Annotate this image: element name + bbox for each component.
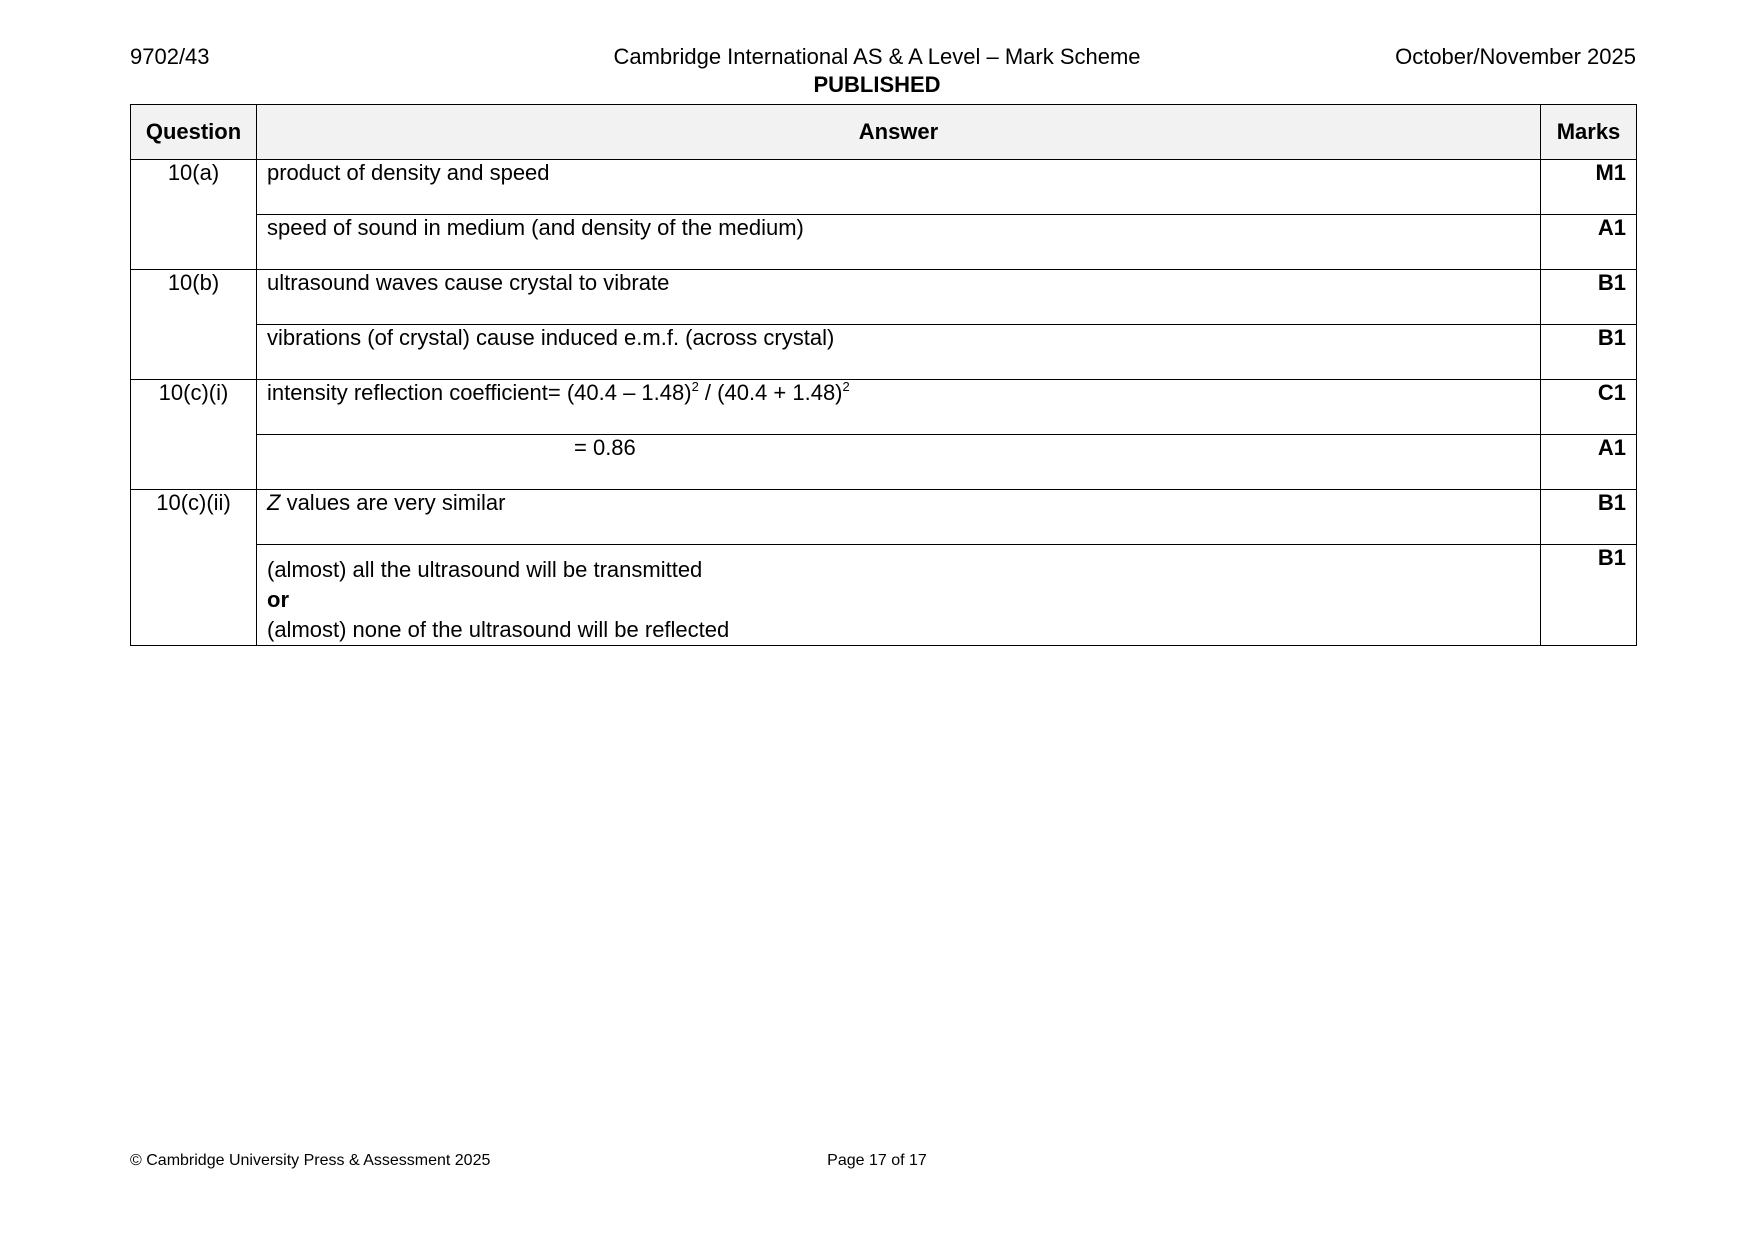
table-row xyxy=(131,435,1637,490)
table-row xyxy=(131,325,1637,380)
question-number: 10(c)(i) xyxy=(131,380,257,490)
equation-text: / (40.4 + 1.48) xyxy=(698,380,843,405)
answer-cell xyxy=(257,490,1541,545)
published-label: PUBLISHED xyxy=(813,72,941,97)
answer-cell xyxy=(257,380,1541,435)
exam-session: October/November 2025 xyxy=(1395,44,1636,69)
mark-cell: A1 xyxy=(1541,215,1637,270)
document-title: Cambridge International AS & A Level – Mark Scheme xyxy=(613,44,1141,69)
table-row xyxy=(131,270,1637,325)
table-row xyxy=(131,490,1637,545)
answer-cell: vibrations (of crystal) cause induced e.m.f. (across crystal) xyxy=(257,325,1541,380)
answer-cell: ultrasound waves cause crystal to vibrate xyxy=(257,270,1541,325)
answer-cell xyxy=(257,435,1541,490)
column-header-question: Question xyxy=(131,105,257,160)
copyright-notice: © Cambridge University Press & Assessment 2025 xyxy=(130,1152,491,1169)
mark-cell: B1 xyxy=(1541,325,1637,380)
answer-text: values are very similar xyxy=(280,490,506,515)
superscript-exponent: 2 xyxy=(691,379,699,394)
question-number: 10(a) xyxy=(131,160,257,270)
question-number: 10(b) xyxy=(131,270,257,380)
table-row xyxy=(131,215,1637,270)
table-row xyxy=(131,545,1637,646)
answer-line: (almost) none of the ultrasound will be reflected xyxy=(267,617,730,642)
mark-cell: C1 xyxy=(1541,380,1637,435)
mark-cell: B1 xyxy=(1541,490,1637,545)
table-header-row xyxy=(131,105,1637,160)
mark-cell: M1 xyxy=(1541,160,1637,215)
variable-symbol: Z xyxy=(267,490,281,515)
mark-cell: A1 xyxy=(1541,435,1637,490)
question-number: 10(c)(ii) xyxy=(131,490,257,646)
answer-cell xyxy=(257,545,1541,646)
or-separator: or xyxy=(267,587,289,612)
answer-line: (almost) all the ultrasound will be transmitted xyxy=(267,557,703,582)
mark-scheme-table xyxy=(130,104,1637,646)
mark-cell: B1 xyxy=(1541,270,1637,325)
equation-text: intensity reflection coefficient= (40.4 – 1.48) xyxy=(267,380,692,405)
table-row xyxy=(131,380,1637,435)
mark-cell: B1 xyxy=(1541,545,1637,646)
table-row xyxy=(131,160,1637,215)
column-header-answer: Answer xyxy=(257,105,1541,160)
column-header-marks: Marks xyxy=(1541,105,1637,160)
superscript-exponent: 2 xyxy=(842,379,850,394)
page-number: Page 17 of 17 xyxy=(827,1152,927,1169)
answer-cell: speed of sound in medium (and density of the medium) xyxy=(257,215,1541,270)
result-value: = 0.86 xyxy=(574,435,636,460)
answer-cell: product of density and speed xyxy=(257,160,1541,215)
paper-code: 9702/43 xyxy=(130,44,210,69)
